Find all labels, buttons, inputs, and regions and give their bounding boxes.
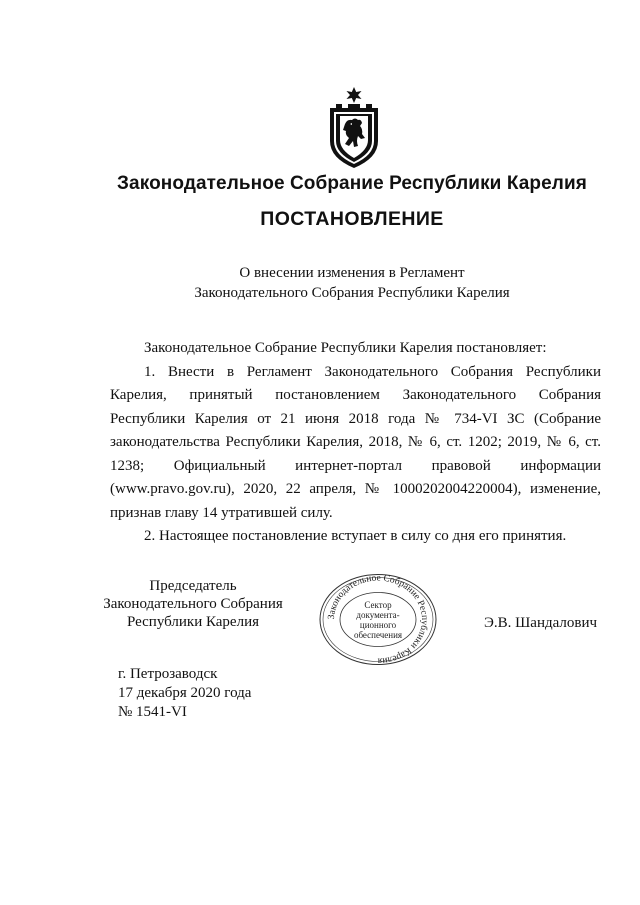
document-type-title: ПОСТАНОВЛЕНИЕ <box>260 208 444 230</box>
official-stamp <box>318 572 438 667</box>
organization-title: Законодательное Собрание Республики Карелия <box>117 173 587 194</box>
stamp-center-line-3: ционного <box>359 620 397 630</box>
document-number: № 1541-VI <box>118 704 187 720</box>
body-intro: Законодательное Собрание Республики Карелия постановляет: <box>144 340 547 356</box>
city: г. Петрозаводск <box>118 666 218 682</box>
signatory-name: Э.В. Шандалович <box>484 615 598 631</box>
document-date: 17 декабря 2020 года <box>118 685 252 701</box>
stamp-center-line-1: Сектор <box>364 600 392 610</box>
stamp-center-line-2: документа- <box>356 610 400 620</box>
signatory-title-line-1: Председатель <box>149 578 237 594</box>
stamp-center-line-4: обеспечения <box>353 630 403 640</box>
document-body <box>110 337 601 549</box>
place-and-date-block <box>118 665 251 722</box>
signatory-title <box>95 577 291 631</box>
coat-of-arms-icon <box>327 86 381 170</box>
document-subject <box>0 263 640 303</box>
signatory-title-line-3: Республики Карелия <box>126 614 260 630</box>
body-item-2: 2. Настоящее постановление вступает в силу со дня его принятия. <box>144 528 567 544</box>
signatory-title-line-2: Законодательного Собрания <box>103 596 283 612</box>
body-item-1: 1. Внести в Регламент Законодательного Собрания Республики Карелия, принятый постановлением Законодательного Собрания Республики Карелия от 21 июня 2018 года № 734-VI ЗС (Собрание законодательства Республики Карелия, 2018, № 6, ст. 1202; 2019, № 6, ст. 1238; Официальный интернет-портал правовой информации (www.pravo.gov.ru), 2020, 22 апреля, № 1000202004220004), изменение, признав главу 14 утратившей силу. <box>110 363 601 521</box>
stamp-ring-text: Законодательное Собрание Республики Карелия <box>326 573 430 666</box>
subject-line-2: Законодательного Собрания Республики Карелия <box>194 285 510 301</box>
subject-line-1: О внесении изменения в Регламент <box>239 265 465 281</box>
